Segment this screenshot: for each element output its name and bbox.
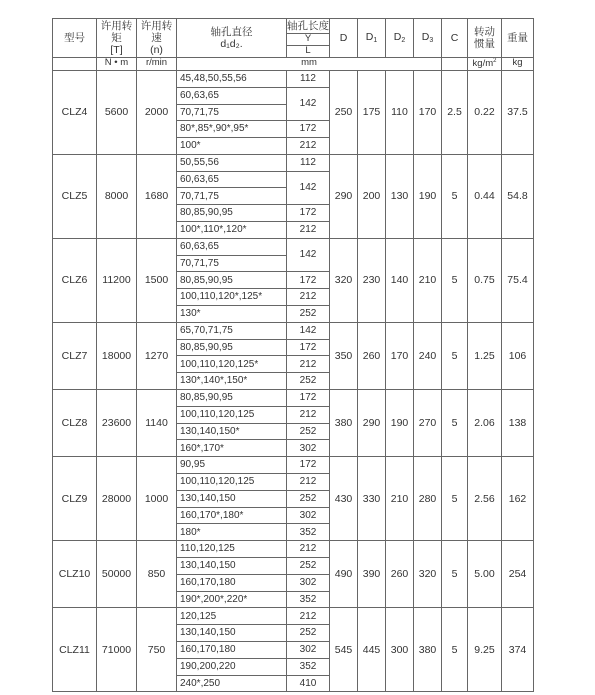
speed-cell: 1500 bbox=[137, 238, 177, 322]
inertia-cell: 0.75 bbox=[468, 238, 502, 322]
bore-length-cell: 252 bbox=[287, 373, 330, 390]
unit-inertia-base: kg/m bbox=[472, 57, 494, 69]
bore-diameter-cell: 60,63,65 bbox=[177, 171, 287, 188]
col-C-header: C bbox=[442, 19, 468, 58]
col-torque-header: 许用转矩 [T] bbox=[97, 19, 137, 58]
model-cell: CLZ8 bbox=[53, 390, 97, 457]
C-cell: 5 bbox=[442, 608, 468, 692]
bore-diameter-cell: 130,140,150 bbox=[177, 625, 287, 642]
speed-cell: 750 bbox=[137, 608, 177, 692]
bore-diameter-cell: 100,110,120,125 bbox=[177, 474, 287, 491]
bore-length-cell: 212 bbox=[287, 406, 330, 423]
bore-length-cell: 142 bbox=[287, 322, 330, 339]
D2-cell: 140 bbox=[386, 238, 414, 322]
header-row bbox=[53, 19, 534, 58]
col-D-header: D bbox=[330, 19, 358, 58]
units-row bbox=[53, 57, 534, 70]
weight-cell: 254 bbox=[502, 541, 534, 608]
D1-letter: D bbox=[365, 30, 374, 43]
D1-cell: 175 bbox=[358, 70, 386, 154]
bore-length-cell: 212 bbox=[287, 138, 330, 155]
D2-cell: 190 bbox=[386, 390, 414, 457]
D3-cell: 270 bbox=[414, 390, 442, 457]
bore-length-cell: 302 bbox=[287, 642, 330, 659]
bore-diameter-cell: 160,170,180 bbox=[177, 642, 287, 659]
bore-diameter-cell: 80,85,90,95 bbox=[177, 390, 287, 407]
torque-cell: 11200 bbox=[97, 238, 137, 322]
D-cell: 350 bbox=[330, 322, 358, 389]
bore-diameter-cell: 60,63,65 bbox=[177, 87, 287, 104]
bore-diameter-cell: 130,140,150 bbox=[177, 490, 287, 507]
bore-diameter-cell: 100* bbox=[177, 138, 287, 155]
C-cell: 5 bbox=[442, 541, 468, 608]
weight-cell: 138 bbox=[502, 390, 534, 457]
bore-length-cell: 252 bbox=[287, 306, 330, 323]
table-row bbox=[53, 608, 534, 625]
bore-length-cell: 142 bbox=[287, 171, 330, 205]
table-row bbox=[53, 457, 534, 474]
table-row bbox=[53, 541, 534, 558]
C-cell: 5 bbox=[442, 238, 468, 322]
D2-cell: 110 bbox=[386, 70, 414, 154]
D1-cell: 445 bbox=[358, 608, 386, 692]
bore-length-cell: 142 bbox=[287, 238, 330, 272]
table-row bbox=[53, 322, 534, 339]
D-cell: 430 bbox=[330, 457, 358, 541]
D1-cell: 330 bbox=[358, 457, 386, 541]
bore-diameter-cell: 130,140,150 bbox=[177, 558, 287, 575]
inertia-cell: 0.44 bbox=[468, 154, 502, 238]
unit-speed: r/min bbox=[137, 57, 177, 70]
D2-cell: 130 bbox=[386, 154, 414, 238]
bore-length-cell: 302 bbox=[287, 507, 330, 524]
table-row bbox=[53, 390, 534, 407]
col-D3-header bbox=[414, 19, 442, 58]
bore-length-cell: 112 bbox=[287, 70, 330, 87]
bore-diameter-cell: 100,110,120*,125* bbox=[177, 289, 287, 306]
bore-diameter-cell: 160,170,180 bbox=[177, 574, 287, 591]
bore-length-cell: 212 bbox=[287, 356, 330, 373]
D3-cell: 210 bbox=[414, 238, 442, 322]
col-bore-diameter-header: 轴孔直径 d₁d₂. bbox=[177, 19, 287, 58]
torque-cell: 23600 bbox=[97, 390, 137, 457]
bore-length-cell: 252 bbox=[287, 625, 330, 642]
D-cell: 545 bbox=[330, 608, 358, 692]
bore-diameter-cell: 110,120,125 bbox=[177, 541, 287, 558]
D3-subscript: 3 bbox=[429, 36, 434, 44]
D-cell: 320 bbox=[330, 238, 358, 322]
D3-cell: 280 bbox=[414, 457, 442, 541]
model-cell: CLZ9 bbox=[53, 457, 97, 541]
bore-length-cell: 172 bbox=[287, 205, 330, 222]
bore-length-cell: 212 bbox=[287, 289, 330, 306]
bore-diameter-cell: 45,48,50,55,56 bbox=[177, 70, 287, 87]
D3-cell: 320 bbox=[414, 541, 442, 608]
D2-cell: 260 bbox=[386, 541, 414, 608]
bore-length-cell: 172 bbox=[287, 390, 330, 407]
bore-length-cell: 142 bbox=[287, 87, 330, 121]
weight-cell: 37.5 bbox=[502, 70, 534, 154]
bore-diameter-cell: 120,125 bbox=[177, 608, 287, 625]
D-cell: 490 bbox=[330, 541, 358, 608]
D3-letter: D bbox=[421, 30, 430, 43]
bore-diameter-cell: 130* bbox=[177, 306, 287, 323]
inertia-cell: 2.56 bbox=[468, 457, 502, 541]
bore-diameter-cell: 160,170*,180* bbox=[177, 507, 287, 524]
bore-diameter-cell: 80,85,90,95 bbox=[177, 339, 287, 356]
inertia-cell: 0.22 bbox=[468, 70, 502, 154]
model-cell: CLZ4 bbox=[53, 70, 97, 154]
bore-diameter-cell: 130*,140*,150* bbox=[177, 373, 287, 390]
bore-diameter-cell: 90,95 bbox=[177, 457, 287, 474]
bore-diameter-cell: 100*,110*,120* bbox=[177, 222, 287, 239]
bore-diameter-cell: 70,71,75 bbox=[177, 188, 287, 205]
bore-diameter-cell: 130,140,150* bbox=[177, 423, 287, 440]
bore-diameter-cell: 80,85,90,95 bbox=[177, 272, 287, 289]
bore-length-cell: 212 bbox=[287, 541, 330, 558]
bore-length-cell: 212 bbox=[287, 222, 330, 239]
inertia-cell: 9.25 bbox=[468, 608, 502, 692]
bore-length-cell: 112 bbox=[287, 154, 330, 171]
bore-diameter-cell: 100,110,120,125 bbox=[177, 406, 287, 423]
bore-diameter-cell: 70,71,75 bbox=[177, 255, 287, 272]
bore-length-cell: 252 bbox=[287, 423, 330, 440]
C-cell: 5 bbox=[442, 390, 468, 457]
unit-inertia-exp: 2 bbox=[493, 57, 497, 64]
table-row bbox=[53, 70, 534, 87]
C-cell: 2.5 bbox=[442, 70, 468, 154]
torque-cell: 5600 bbox=[97, 70, 137, 154]
speed-cell: 850 bbox=[137, 541, 177, 608]
col-inertia-header: 转动 惯量 bbox=[468, 19, 502, 58]
D3-cell: 380 bbox=[414, 608, 442, 692]
torque-cell: 71000 bbox=[97, 608, 137, 692]
D3-cell: 170 bbox=[414, 70, 442, 154]
bore-length-cell: 172 bbox=[287, 272, 330, 289]
inertia-cell: 2.06 bbox=[468, 390, 502, 457]
speed-cell: 1000 bbox=[137, 457, 177, 541]
torque-cell: 50000 bbox=[97, 541, 137, 608]
coupling-spec-table bbox=[52, 18, 534, 692]
bore-diameter-cell: 190,200,220 bbox=[177, 658, 287, 675]
D2-letter: D bbox=[393, 30, 402, 43]
col-weight-header: 重量 bbox=[502, 19, 534, 58]
D1-cell: 260 bbox=[358, 322, 386, 389]
bore-length-cell: 252 bbox=[287, 490, 330, 507]
bore-length-cell: 352 bbox=[287, 524, 330, 541]
model-cell: CLZ5 bbox=[53, 154, 97, 238]
torque-cell: 28000 bbox=[97, 457, 137, 541]
C-cell: 5 bbox=[442, 457, 468, 541]
unit-torque: N • m bbox=[97, 57, 137, 70]
bore-length-y: Y bbox=[287, 34, 329, 46]
col-model-header: 型号 bbox=[53, 19, 97, 58]
torque-cell: 8000 bbox=[97, 154, 137, 238]
speed-cell: 1270 bbox=[137, 322, 177, 389]
spec-table-body bbox=[53, 70, 534, 691]
col-speed-header: 许用转速 (n) bbox=[137, 19, 177, 58]
model-cell: CLZ7 bbox=[53, 322, 97, 389]
unit-weight: kg bbox=[502, 57, 534, 70]
bore-diameter-cell: 100,110,120,125* bbox=[177, 356, 287, 373]
torque-cell: 18000 bbox=[97, 322, 137, 389]
D-cell: 250 bbox=[330, 70, 358, 154]
D-cell: 290 bbox=[330, 154, 358, 238]
bore-diameter-cell: 80*,85*,90*,95* bbox=[177, 121, 287, 138]
col-D1-header bbox=[358, 19, 386, 58]
model-cell: CLZ6 bbox=[53, 238, 97, 322]
bore-diameter-cell: 65,70,71,75 bbox=[177, 322, 287, 339]
table-row bbox=[53, 154, 534, 171]
D1-cell: 290 bbox=[358, 390, 386, 457]
D3-cell: 190 bbox=[414, 154, 442, 238]
bore-diameter-cell: 70,71,75 bbox=[177, 104, 287, 121]
bore-length-cell: 302 bbox=[287, 574, 330, 591]
D2-cell: 300 bbox=[386, 608, 414, 692]
speed-cell: 2000 bbox=[137, 70, 177, 154]
unit-model bbox=[53, 57, 97, 70]
weight-cell: 54.8 bbox=[502, 154, 534, 238]
C-cell: 5 bbox=[442, 322, 468, 389]
bore-diameter-cell: 80,85,90,95 bbox=[177, 205, 287, 222]
D3-cell: 240 bbox=[414, 322, 442, 389]
bore-length-cell: 172 bbox=[287, 121, 330, 138]
bore-diameter-cell: 190*,200*,220* bbox=[177, 591, 287, 608]
bore-diameter-cell: 180* bbox=[177, 524, 287, 541]
bore-length-cell: 172 bbox=[287, 339, 330, 356]
D-cell: 380 bbox=[330, 390, 358, 457]
bore-length-title: 轴孔长度 bbox=[287, 19, 329, 34]
bore-diameter-cell: 50,55,56 bbox=[177, 154, 287, 171]
bore-length-cell: 352 bbox=[287, 658, 330, 675]
unit-inertia bbox=[468, 57, 502, 70]
D2-cell: 170 bbox=[386, 322, 414, 389]
inertia-cell: 5.00 bbox=[468, 541, 502, 608]
bore-length-cell: 352 bbox=[287, 591, 330, 608]
col-bore-length-header bbox=[287, 19, 330, 58]
bore-length-cell: 410 bbox=[287, 675, 330, 692]
bore-length-cell: 172 bbox=[287, 457, 330, 474]
bore-length-cell: 212 bbox=[287, 474, 330, 491]
model-cell: CLZ11 bbox=[53, 608, 97, 692]
unit-length-mm: mm bbox=[177, 57, 442, 70]
unit-C bbox=[442, 57, 468, 70]
speed-cell: 1140 bbox=[137, 390, 177, 457]
D1-cell: 390 bbox=[358, 541, 386, 608]
bore-length-cell: 212 bbox=[287, 608, 330, 625]
bore-length-cell: 252 bbox=[287, 558, 330, 575]
bore-diameter-cell: 60,63,65 bbox=[177, 238, 287, 255]
speed-cell: 1680 bbox=[137, 154, 177, 238]
bore-length-cell: 302 bbox=[287, 440, 330, 457]
bore-diameter-cell: 160*,170* bbox=[177, 440, 287, 457]
D1-subscript: 1 bbox=[373, 36, 378, 44]
D1-cell: 230 bbox=[358, 238, 386, 322]
col-D2-header bbox=[386, 19, 414, 58]
bore-diameter-cell: 240*,250 bbox=[177, 675, 287, 692]
table-row bbox=[53, 238, 534, 255]
weight-cell: 162 bbox=[502, 457, 534, 541]
D2-subscript: 2 bbox=[401, 36, 406, 44]
D2-cell: 210 bbox=[386, 457, 414, 541]
weight-cell: 75.4 bbox=[502, 238, 534, 322]
weight-cell: 374 bbox=[502, 608, 534, 692]
weight-cell: 106 bbox=[502, 322, 534, 389]
D1-cell: 200 bbox=[358, 154, 386, 238]
spec-table-container bbox=[52, 18, 534, 692]
inertia-cell: 1.25 bbox=[468, 322, 502, 389]
bore-length-l: L bbox=[305, 44, 311, 56]
model-cell: CLZ10 bbox=[53, 541, 97, 608]
C-cell: 5 bbox=[442, 154, 468, 238]
